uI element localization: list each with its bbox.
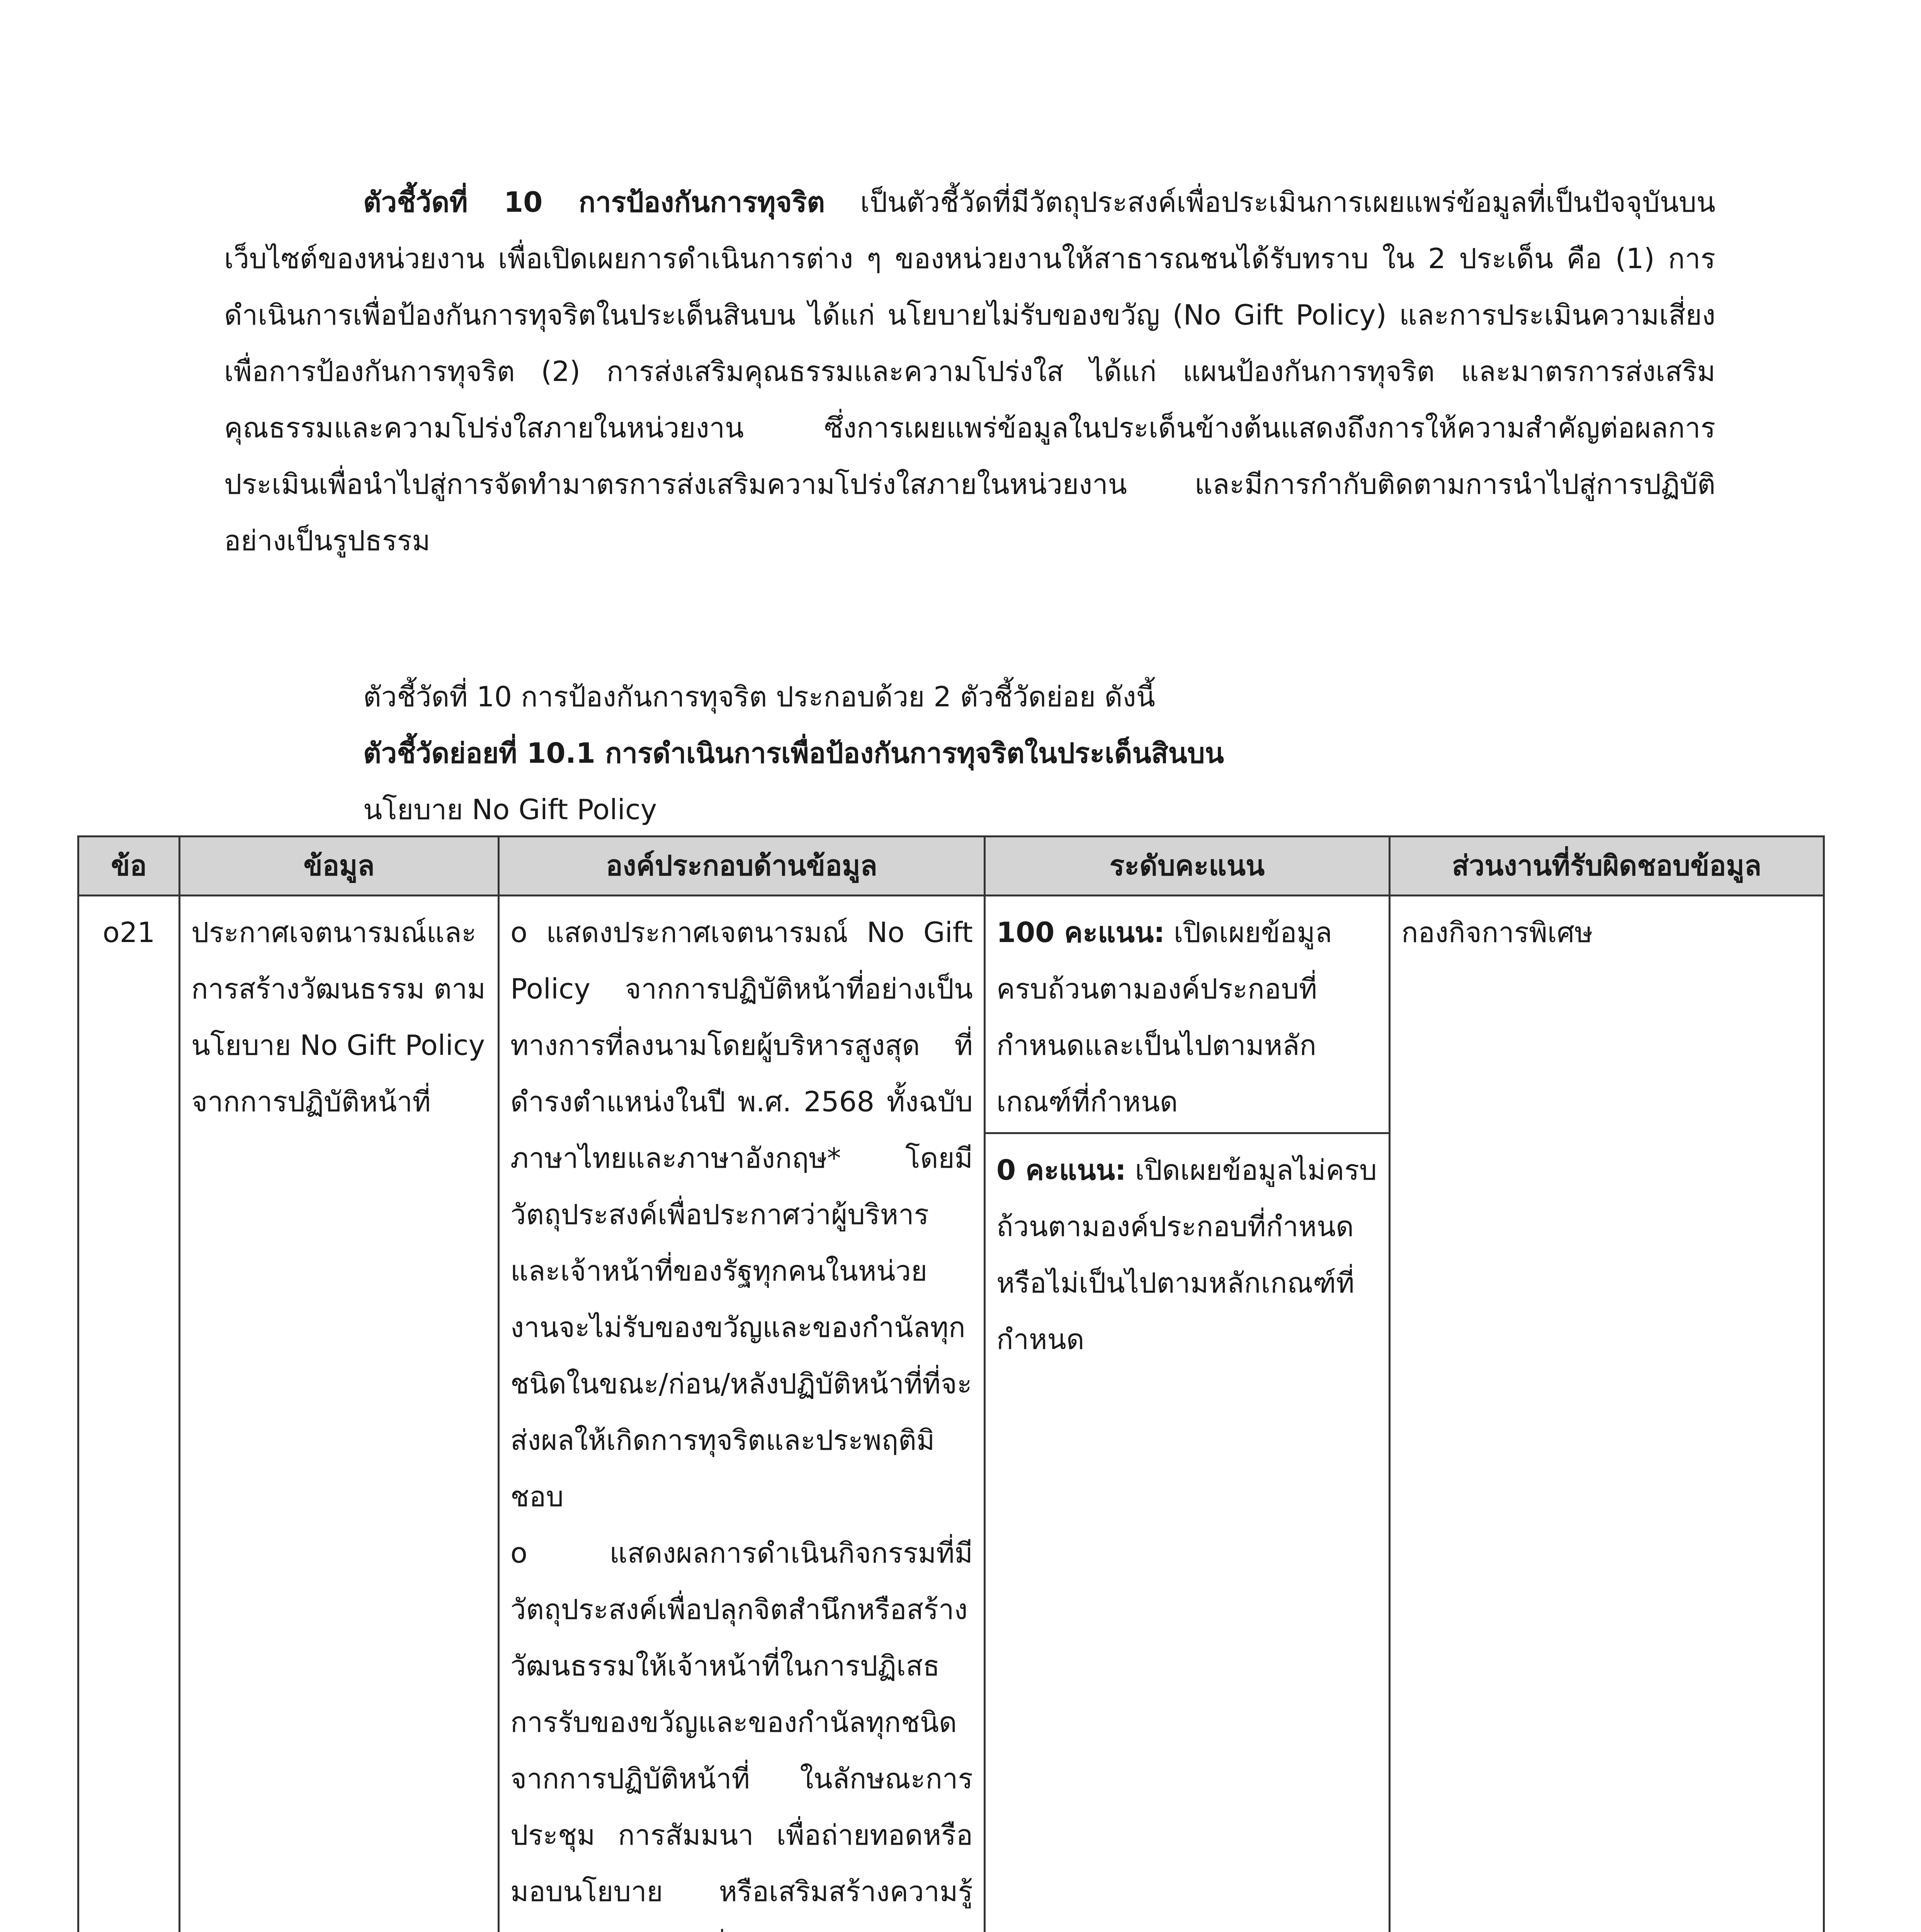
- score-full: [986, 896, 1389, 1134]
- description-item: o แสดงผลการดำเนินกิจกรรมที่มีวัตถุประสงค์เพื่อปลุกจิตสำนึกหรือสร้างวัฒนธรรมให้เจ้าหน้าที่ในการปฏิเสธการรับของขวัญและของกำนัลทุกชนิดจากการปฏิบัติหน้าที่ ในลักษณะการประชุม การสัมมนา เพื่อถ่ายทอดหรือมอบนโยบาย หรือเสริมสร้างความรู้: [510, 1537, 973, 1908]
- row-number: o21: [78, 896, 180, 1932]
- header-score: ระดับคะแนน: [985, 837, 1390, 896]
- score-full-text: เปิดเผยข้อมูลครบถ้วนตามองค์ประกอบที่กำหนดและเป็นไปตามหลักเกณฑ์ที่กำหนด: [996, 916, 1332, 1118]
- score-full-label: 100 คะแนน:: [996, 916, 1165, 949]
- table-header-row: [78, 837, 1824, 896]
- header-component: องค์ประกอบด้านข้อมูล: [499, 837, 985, 896]
- header-topic: ข้อมูล: [180, 837, 499, 896]
- row-topic: [180, 896, 499, 1932]
- score-zero-label: 0 คะแนน:: [996, 1154, 1126, 1186]
- score-zero: [986, 1134, 1389, 1375]
- table-row: [78, 896, 1824, 1932]
- row-score: [985, 896, 1390, 1932]
- row-description: [499, 896, 985, 1932]
- header-unit: ส่วนงานที่รับผิดชอบข้อมูล: [1390, 837, 1824, 896]
- indicator-label: ตัวชี้วัดที่ 10 การป้องกันการทุจริต: [363, 186, 825, 218]
- intro-paragraph: [224, 174, 1715, 569]
- topic-text: ประกาศเจตนารมณ์และการสร้างวัฒนธรรม ตามนโยบาย No Gift Policy จากการปฏิบัติหน้าที่: [191, 916, 486, 1118]
- sub-indicator-heading: ตัวชี้วัดย่อยที่ 10.1 การดำเนินการเพื่อป้องกันการทุจริตในประเด็นสินบน: [363, 737, 1224, 769]
- indicator-table: [77, 835, 1825, 1932]
- intro-text: เป็นตัวชี้วัดที่มีวัตถุประสงค์เพื่อประเมินการเผยแพร่ข้อมูลที่เป็นปัจจุบันบนเว็บไซต์ของหน่วยงาน เพื่อเปิดเผยการดำเนินการต่าง ๆ ของหน่วยงานให้สาธารณชนได้รับทราบ ใน 2 ประเด็น คือ (1) การดำเนินการเพื่อป้องกันการทุจริตในประเด็นสินบน ได้แก่ นโยบายไม่รับของขวัญ (No Gift Policy) และการประเมินความเสี่ยงเพื่อการป้องกันการทุจริต (2) การส่งเสริมคุณธรรมและความโปร่งใส ได้แก่ แผนป้องกันการทุจริต และมาตรการส่งเสริมคุณธรรมและความโปร่งใสภายในหน่วยงาน ซึ่งการเผยแพร่ข้อมูลในประเด็นข้างต้นแสดงถึงการให้ความสำคัญต่อผลการประเมินเพื่อนำไปสู่การจัดทำมาตรการส่งเสริมความโปร่งใสภายในหน่วยงาน และมีการกำกับติดตามการนำไปสู่การปฏิบัติอย่างเป็นรูปธรรม: [224, 186, 1715, 557]
- header-no: ข้อ: [78, 837, 180, 896]
- score-zero-text: เปิดเผยข้อมูลไม่ครบถ้วนตามองค์ประกอบที่กำหนด หรือไม่เป็นไปตามหลักเกณฑ์ที่กำหนด: [996, 1154, 1377, 1355]
- composition-line: ตัวชี้วัดที่ 10 การป้องกันการทุจริต ประกอบด้วย 2 ตัวชี้วัดย่อย ดังนี้: [363, 680, 1155, 713]
- row-unit: กองกิจการพิเศษ: [1390, 896, 1824, 1932]
- description-item: o แสดงประกาศเจตนารมณ์ No Gift Policy จากการปฏิบัติหน้าที่อย่างเป็นทางการที่ลงนามโดยผู้บริหารสูงสุด ที่ดำรงตำแหน่งในปี พ.ศ. 2568 ทั้งฉบับภาษาไทยและภาษาอังกฤษ* โดยมีวัตถุประสงค์เพื่อประกาศว่าผู้บริหารและเจ้าหน้าที่ของรัฐทุกคนในหน่วยงานจะไม่รับของขวัญและของกำนัลทุกชนิดในขณะ/ก่อน/หลังปฏิบัติหน้าที่ที่จะส่งผลให้เกิดการทุจริตและประพฤติมิชอบ: [510, 916, 973, 1513]
- sub-heading-block: [363, 668, 1715, 838]
- policy-heading: นโยบาย No Gift Policy: [363, 793, 657, 826]
